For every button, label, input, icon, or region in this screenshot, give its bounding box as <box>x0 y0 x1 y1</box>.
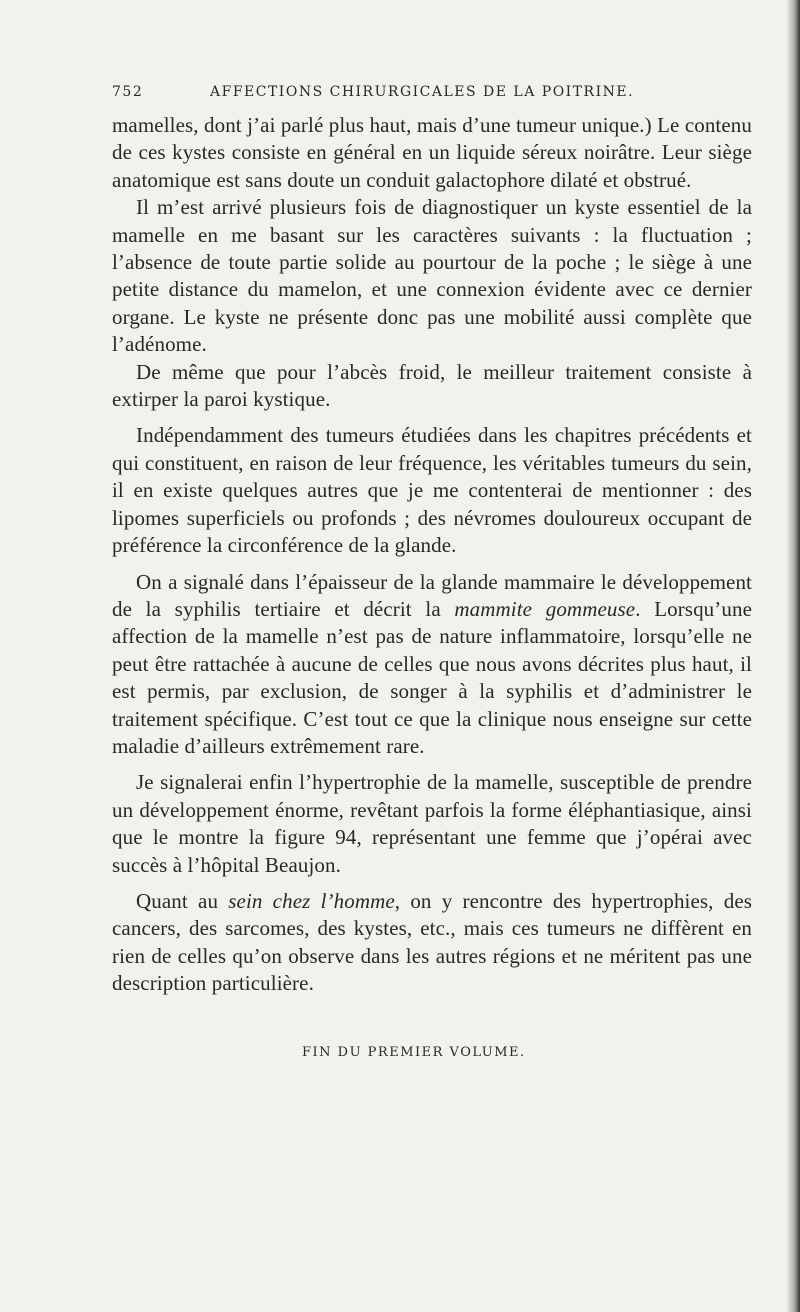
page-header <box>112 84 752 106</box>
paragraph-syphilis <box>112 569 752 761</box>
page-edge-shadow <box>786 0 800 1312</box>
paragraph-kystes-continuation: mamelles, dont j’ai parlé plus haut, mais d’une tumeur unique.) Le contenu de ces kystes consiste en général en un liquide séreux noirâtre. Leur siège anatomique est sans doute un conduit galactophore dilaté et obstrué. <box>112 113 752 192</box>
sein-homme-text-start: Quant au <box>136 888 229 913</box>
sein-homme-italic-term: sein chez l’homme <box>228 888 395 913</box>
body-text <box>112 112 752 998</box>
syphilis-text-end: . Lorsqu’une affection de la mamelle n’est pas de nature inflammatoire, lorsqu’elle ne peut être rattachée à aucune de celles que nous avons décrites plus haut, il est permis, par exclusion, de songer à la syphilis et d’administrer le traitement spécifique. C’est tout ce que la clinique nous enseigne sur cette maladie d’ailleurs extrêmement rare. <box>112 596 752 758</box>
page-number: 752 <box>112 84 144 100</box>
syphilis-italic-term: mammite gommeuse <box>454 596 636 621</box>
paragraph-traitement: De même que pour l’abcès froid, le meilleur traitement consiste à extirper la paroi kystique. <box>112 359 752 412</box>
syphilis-text-start: On a signalé dans l’épaisseur de la glande mammaire le développement de la syphilis tertiaire et décrit la <box>112 569 752 621</box>
paragraph-diagnostic: Il m’est arrivé plusieurs fois de diagnostiquer un kyste essentiel de la mamelle en me basant sur les caractères suivants : la fluctuation ; l’absence de toute partie solide au pourtour de la poche ; le siège à une petite distance du mamelon, et une connexion évidente avec ce dernier organe. Le kyste ne présente donc pas une mobilité aussi complète que l’adénome. <box>112 195 752 357</box>
sein-homme-text-end: , on y rencontre des hypertrophies, des cancers, des sarcomes, des kystes, etc., mais ces tumeurs ne diffèrent en rien de celles qu’on observe dans les autres régions et ne méritent pas une description particulière. <box>112 888 753 996</box>
paragraph-autres-tumeurs: Indépendamment des tumeurs étudiées dans les chapitres précédents et qui constituent, en raison de leur fréquence, les véritables tumeurs du sein, il en existe quelques autres que je me contenterai de mentionner : des lipomes superficiels ou profonds ; des névromes douloureux occupant de préférence la circonférence de la glande. <box>112 423 752 558</box>
paragraph-hypertrophie: Je signalerai enfin l’hypertrophie de la mamelle, susceptible de prendre un développement énorme, revêtant parfois la forme éléphantiasique, ainsi que le montre la figure 94, représentant une femme que j’opérai avec succès à l’hôpital Beaujon. <box>112 770 752 877</box>
running-title: AFFECTIONS CHIRURGICALES DE LA POITRINE. <box>210 84 635 100</box>
end-of-volume-note: FIN DU PREMIER VOLUME. <box>302 1045 526 1060</box>
paragraph-sein-homme <box>112 888 752 998</box>
